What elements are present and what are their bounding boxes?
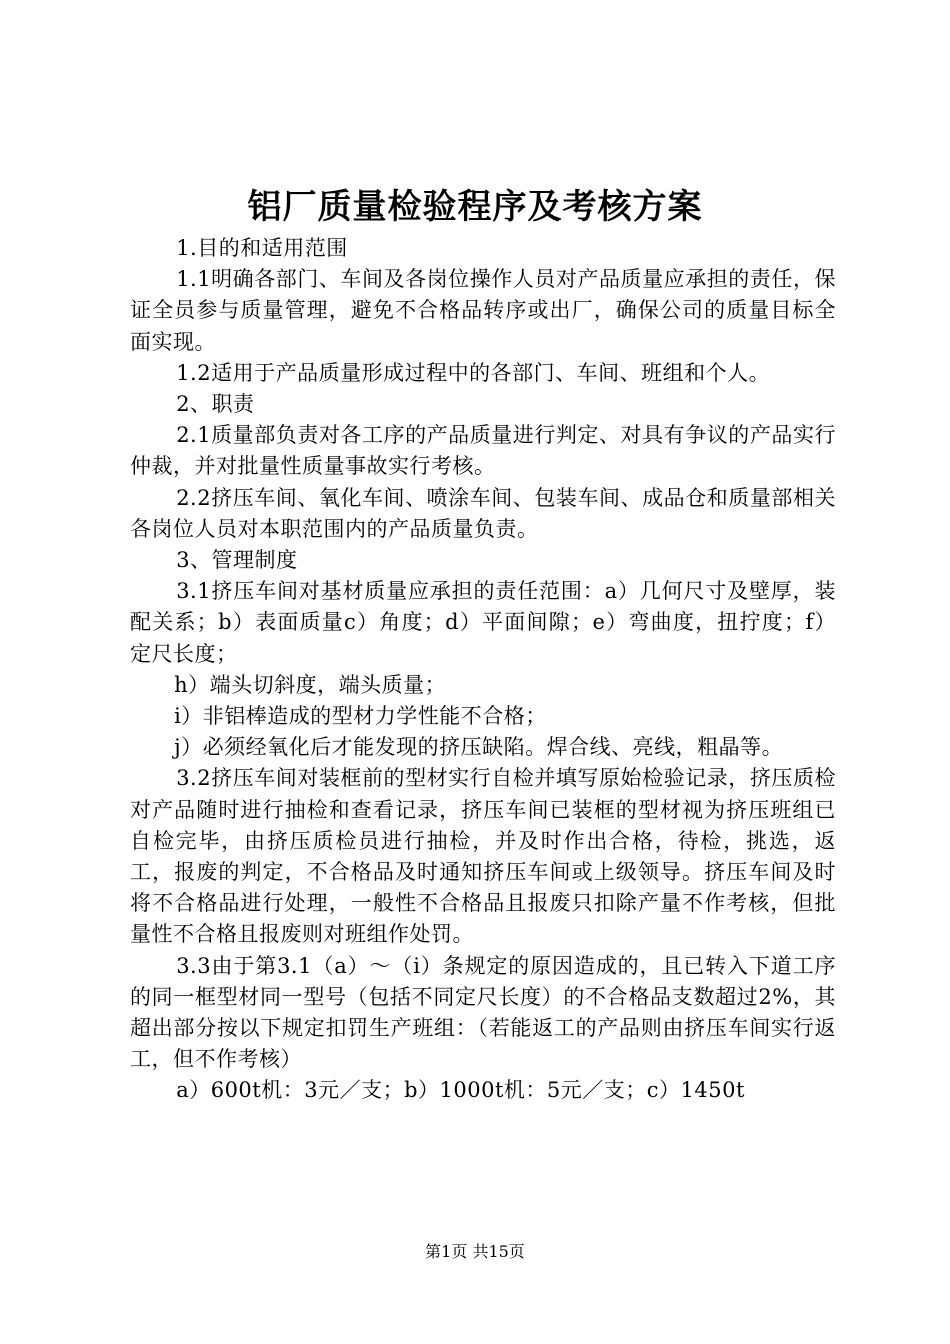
paragraph-3-3: 3.3由于第3.1（a）～（i）条规定的原因造成的，且已转入下道工序的同一框型材同一型号（包括不同定尺长度）的不合格品支数超过2%，其超出部分按以下规定扣罚生产班组：（若能返工的产品则由挤压车间实行返工，但不作考核） xyxy=(130,953,836,1072)
section-heading-duties: 2、职责 xyxy=(176,392,255,417)
document-body xyxy=(130,233,836,1107)
section-heading-management: 3、管理制度 xyxy=(176,548,298,573)
paragraph-1-1: 1.1明确各部门、车间及各岗位操作人员对产品质量应承担的责任，保证全员参与质量管理，避免不合格品转序或出厂，确保公司的质量目标全面实现。 xyxy=(130,267,836,354)
paragraph-3-1: 3.1挤压车间对基材质量应承担的责任范围：a）几何尺寸及壁厚，装配关系；b）表面质量c）角度；d）平面间隙；e）弯曲度，扭拧度；f）定尺长度； xyxy=(130,579,836,666)
page-number-footer: 第1页 共15页 xyxy=(425,1242,525,1261)
paragraph-penalty-rates: a）600t机：3元／支；b）1000t机：5元／支；c）1450t xyxy=(176,1078,745,1103)
paragraph-3-2: 3.2挤压车间对装框前的型材实行自检并填写原始检验记录，挤压质检对产品随时进行抽检和查看记录，挤压车间已装框的型材视为挤压班组已自检完毕，由挤压质检员进行抽检，并及时作出合格，待检，挑选，返工，报废的判定，不合格品及时通知挤压车间或上级领导。挤压车间及时将不合格品进行处理，一般性不合格品且报废只扣除产量不作考核，但批量性不合格且报废则对班组作处罚。 xyxy=(130,766,836,947)
document-title: 铝厂质量检验程序及考核方案 xyxy=(247,187,703,227)
list-item-h: h）端头切斜度，端头质量； xyxy=(174,672,447,697)
list-item-j: j）必须经氧化后才能发现的挤压缺陷。焊合线、亮线，粗晶等。 xyxy=(174,735,784,760)
paragraph-2-1: 2.1质量部负责对各工序的产品质量进行判定、对具有争议的产品实行仲裁，并对批量性质量事故实行考核。 xyxy=(130,423,836,479)
paragraph-1-2: 1.2适用于产品质量形成过程中的各部门、车间、班组和个人。 xyxy=(176,360,771,385)
list-item-i: i）非铝棒造成的型材力学性能不合格； xyxy=(174,704,547,729)
section-heading-purpose: 1.目的和适用范围 xyxy=(176,236,348,260)
paragraph-2-2: 2.2挤压车间、氧化车间、喷涂车间、包装车间、成品仓和质量部相关各岗位人员对本职范围内的产品质量负责。 xyxy=(130,485,836,541)
